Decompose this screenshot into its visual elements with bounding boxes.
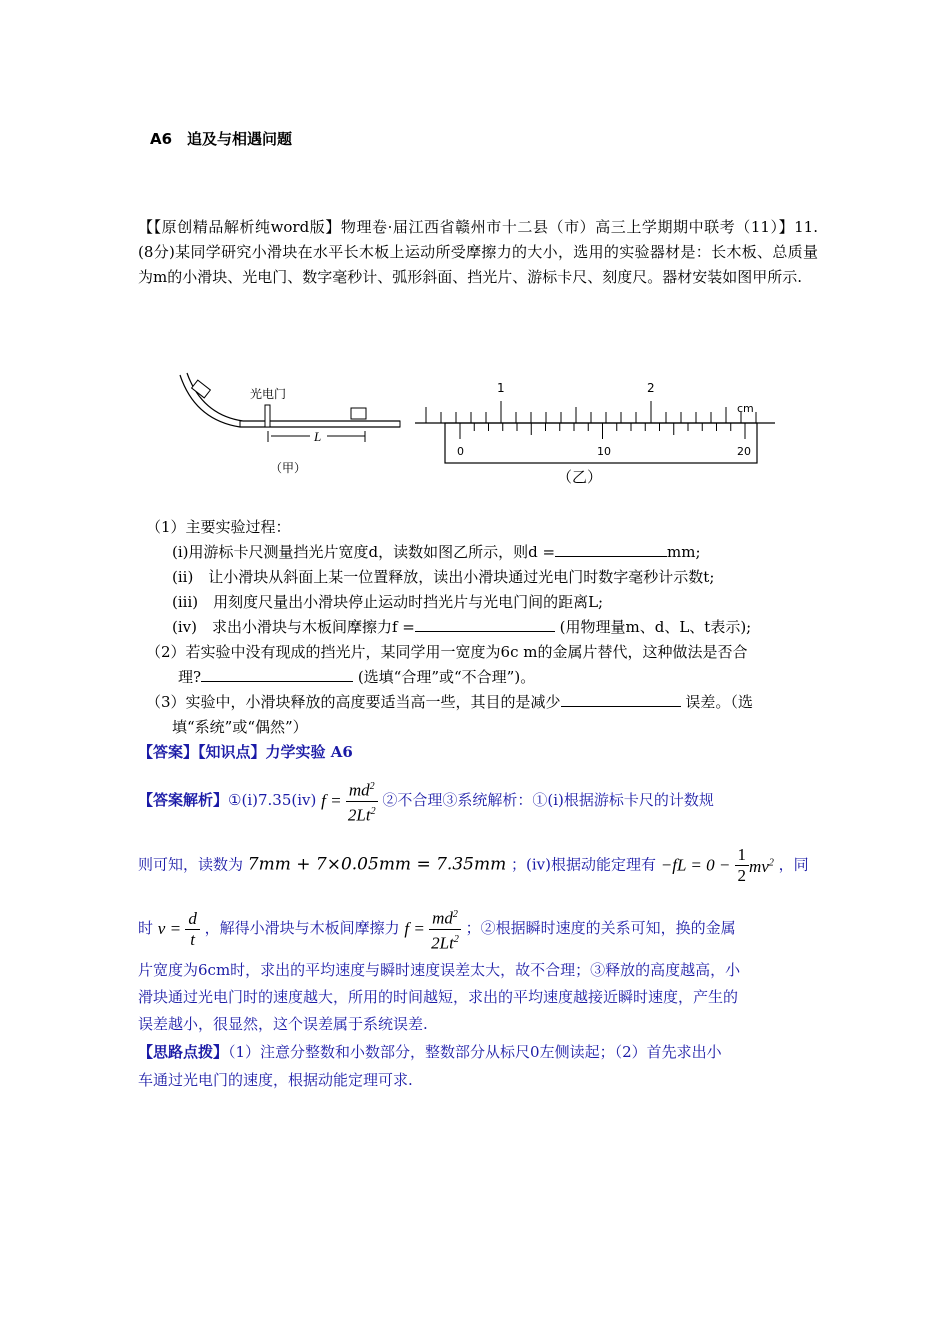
experiment-figure xyxy=(175,370,775,495)
q1-iii: (iii) 用刻度尺量出小滑块停止运动时挡光片与光电门间的距离L; xyxy=(172,593,604,611)
formula-friction: f = $\frac{md^2}{2Lt^2}$ xyxy=(321,770,377,831)
formula-energy: −fL = 0 − $\frac{1}{2}$ $mv^2$ xyxy=(660,845,774,885)
formula-velocity: v = $\frac{d}{t}$ xyxy=(158,898,200,959)
answer-explanation-line1: 【答案解析】①(i)7.35(iv) f = $\frac{md^2}{2Lt^2}$ ②不合理③系统解析：①(i)根据游标卡尺的计数规 xyxy=(138,770,714,832)
q1-ii: (ii) 让小滑块从斜面上某一位置释放，读出小滑块通过光电门时数字毫秒计示数t; xyxy=(172,568,715,586)
figure-label-yi: （乙） xyxy=(557,468,603,486)
answer-explanation-line6: 误差越小，很显然，这个误差属于系统误差. xyxy=(138,1015,428,1033)
distance-label: L xyxy=(314,429,322,444)
problem-intro: 【【原创精品解析纯word版】物理卷·届江西省赣州市十二县（市）高三上学期期中联考（11）】11. (8分)某同学研究小滑块在水平长木板上运动所受摩擦力的大小，选用的实验器材是：长木板、总质量为m的小滑块、光电门、数字毫秒计、弧形斜面、挡光片、游标卡尺、刻度尺。器材安装如图甲所示. xyxy=(138,218,834,286)
q2-line2: 理? (选填“合理”或“不合理”)。 xyxy=(178,665,535,689)
answer-blank-d[interactable] xyxy=(555,540,667,557)
tip-line2: 车通过光电门的速度，根据动能定理可求. xyxy=(138,1071,413,1089)
photogate-mark xyxy=(265,405,270,427)
q2-line1: （2）若实验中没有现成的挡光片，某同学用一宽度为6c m的金属片替代，这种做法是否合 xyxy=(146,643,748,661)
q1-iv: (iv) 求出小滑块与木板间摩擦力f = (用物理量m、d、L、t表示); xyxy=(172,615,751,639)
reading-formula: 7mm + 7×0.05mm = 7.35mm xyxy=(247,854,507,875)
q3-line1: （3）实验中，小滑块释放的高度要适当高一些，其目的是减少 误差。（选 xyxy=(146,690,753,714)
slider-block-on-ramp xyxy=(192,380,211,398)
main-tick-1: 1 xyxy=(497,381,505,395)
q1-i: (i)用游标卡尺测量挡光片宽度d，读数如图乙所示，则d = mm; xyxy=(172,540,701,564)
unit-label: cm xyxy=(737,402,754,415)
main-scale xyxy=(426,401,756,423)
q1-head: （1）主要实验过程： xyxy=(146,518,291,536)
answer-blank-reasonable[interactable] xyxy=(201,665,353,682)
tip-line1: 【思路点拨】（1）注意分整数和小数部分，整数部分从标尺0左侧读起；（2）首先求出小 xyxy=(138,1043,722,1061)
vernier-tick-0: 0 xyxy=(457,445,464,458)
gate-label: 光电门 xyxy=(250,387,287,401)
page-title: A6 追及与相遇问题 xyxy=(150,130,293,148)
vernier-tick-10: 10 xyxy=(597,445,611,458)
formula-friction-2: f = $\frac{md^2}{2Lt^2}$ xyxy=(404,898,460,959)
slider-block xyxy=(351,408,366,419)
answer-explanation-line3: 时 v = $\frac{d}{t}$ ，解得小滑块与木板间摩擦力 f = $\frac{md^2}{2Lt^2}$ ；②根据瞬时速度的关系可知，换的金属 xyxy=(138,898,736,960)
q3-line2: 填“系统”或“偶然”） xyxy=(172,718,308,736)
figure-label-jia: （甲） xyxy=(270,461,307,475)
vernier-tick-20: 20 xyxy=(737,445,751,458)
answer-explanation-line5: 滑块通过光电门时的速度越大，所用的时间越短，求出的平均速度越接近瞬时速度，产生的 xyxy=(138,988,739,1006)
answer-blank-error[interactable] xyxy=(561,690,681,707)
answer-explanation-line2: 则可知，读数为 7mm + 7×0.05mm = 7.35mm ；(iv)根据动能定理有 −fL = 0 − $\frac{1}{2}$ $mv^2$ ，同 xyxy=(138,845,809,885)
answer-blank-f[interactable] xyxy=(415,615,555,632)
main-tick-2: 2 xyxy=(647,381,655,395)
answer-explanation-line4: 片宽度为6cm时，求出的平均速度与瞬时速度误差太大，故不合理；③释放的高度越高，小 xyxy=(138,961,741,979)
answer-header: 【答案】【知识点】力学实验 A6 xyxy=(138,743,353,761)
